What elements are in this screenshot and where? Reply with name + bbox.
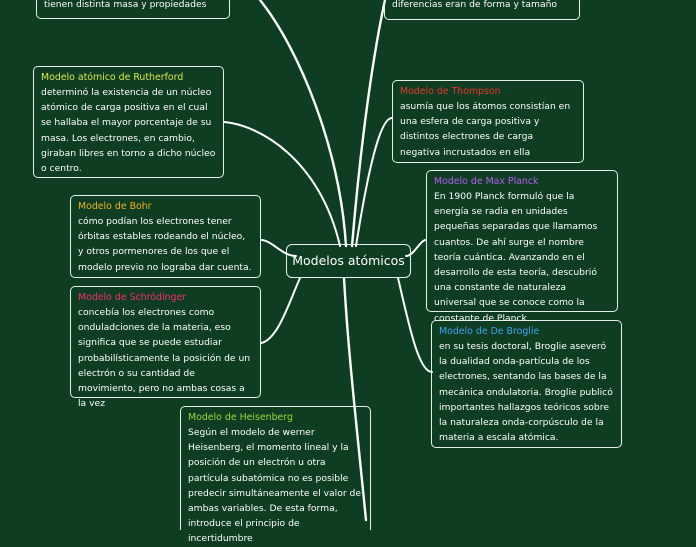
node-bohr-title: Modelo de Bohr [78,201,152,212]
node-rutherford[interactable] [33,66,224,178]
link-top-left [260,0,346,246]
node-top-left-fragment[interactable] [36,0,230,19]
node-bohr-body: cómo podían los electrones tener órbitas estables rodeando el núcleo, y otros pormenores de los que el modelo previo no lograba dar cuenta. [78,216,252,273]
node-top-right-fragment[interactable] [384,0,580,20]
node-heisenberg-body: Según el modelo de werner Heisenberg, el momento lineal y la posición de un electrón u otra partícula subatómica no es posible predecir simultáneamente el valor de ambas variables. De esta forma, introduce el principio de incertidumbre [188,427,361,545]
node-schrodinger-body: concebía los electrones como onduladciones de la materia, eso significa que se puede estudiar probabilísticamente la posición de un electrón o su cantidad de movimiento, pero no ambas cosas a la vez [78,307,251,410]
link-top-right [352,0,385,246]
node-rutherford-body: determinó la existencia de un núcleo atómico de carga positiva en el cual se hallaba el mayor porcentaje de su masa. Los electrones, en cambio, giraban libres en torno a dicho núcleo o centro. [41,87,216,175]
node-debroglie-title: Modelo de De Broglie [439,326,540,337]
node-top-right-text: diferencias eran de forma y tamaño [392,0,558,10]
node-planck-title: Modelo de Max Planck [434,176,539,187]
node-top-left-text: tienen distinta masa y propiedades [44,0,207,10]
link-schrodinger [261,278,300,343]
node-heisenberg[interactable] [180,406,371,545]
node-schrodinger[interactable] [70,286,261,410]
node-planck-body: En 1900 Planck formuló que la energía se radia en unidades pequeñas separadas que llamamos cuantos. De ahí surge el nombre teoría cuántica. Avanzando en el desarrollo de esta teoría, descubrió una constante de naturaleza universal que se conoce como la constante de Planck. [434,191,598,324]
node-debroglie[interactable] [431,320,622,448]
node-schrodinger-title: Modelo de Schrödinger [78,292,187,303]
node-thompson[interactable] [392,80,584,163]
node-planck[interactable] [426,170,618,324]
central-topic[interactable] [286,244,411,278]
node-debroglie-body: en su tesis doctoral, Broglie aseveró la dualidad onda-partícula de los electrones, sentando las bases de la mecánica ondulatoria. Broglie publicó importantes hallazgos teóricos sobre la naturaleza onda-corpúsculo de la materia a escala atómica. [439,341,613,444]
node-bohr[interactable] [70,195,261,278]
central-topic-label: Modelos atómicos [292,253,405,268]
node-heisenberg-title: Modelo de Heisenberg [188,412,293,423]
node-thompson-body: asumía que los átomos consistían en una esfera de carga positiva y distintos electrones de carga negativa incrustados en ella [400,101,571,158]
link-thompson [356,118,392,246]
node-thompson-title: Modelo de Thompson [400,86,501,97]
node-rutherford-title: Modelo atómico de Rutherford [41,72,184,83]
